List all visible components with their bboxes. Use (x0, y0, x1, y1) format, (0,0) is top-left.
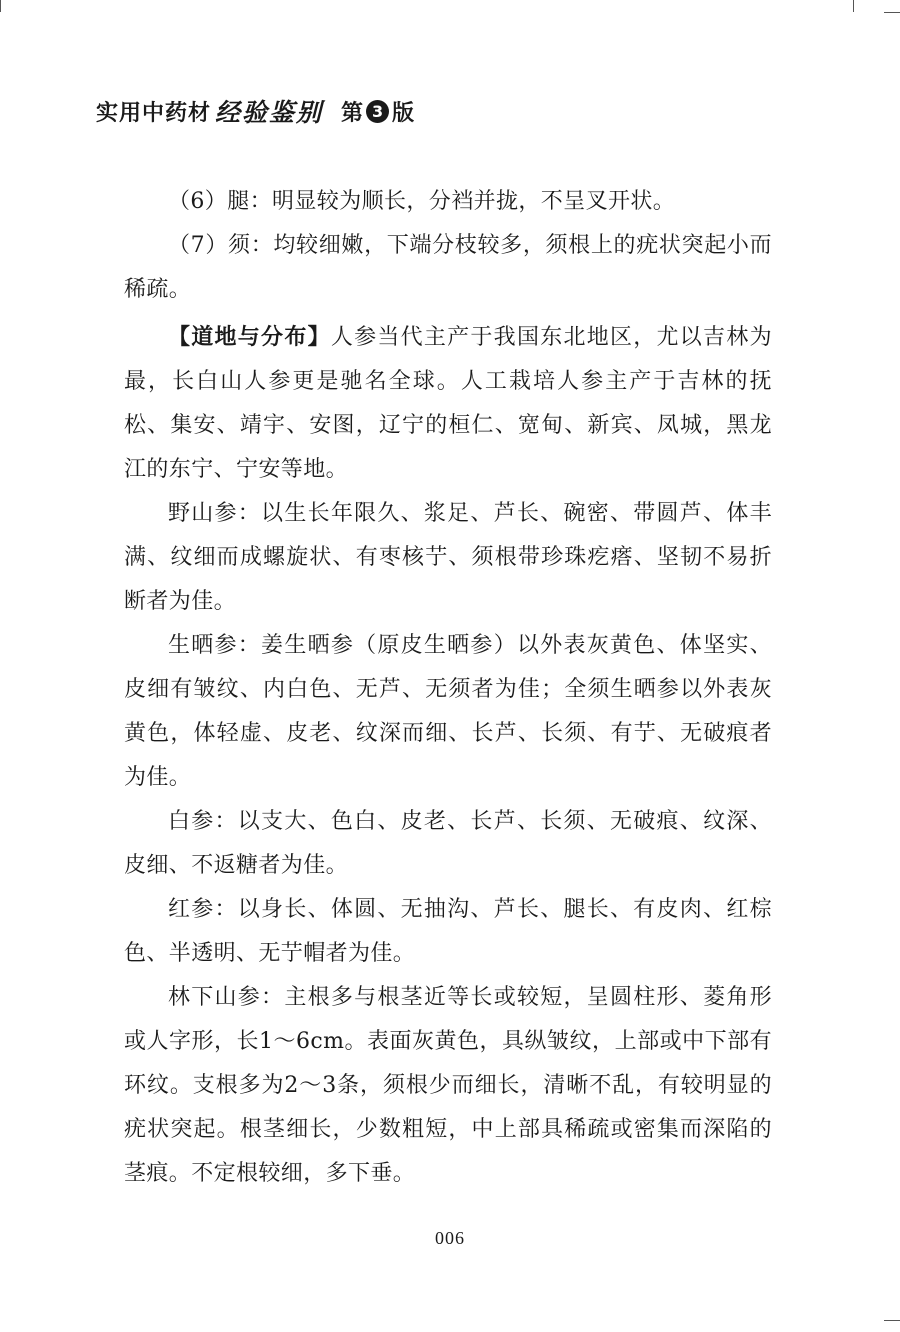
paragraph-white-ginseng (124, 800, 772, 888)
section-heading: 【道地与分布】 (168, 325, 331, 350)
paragraph-text: 白参：以支大、色白、皮老、长芦、长须、无破痕、纹深、皮细、不返糖者为佳。 (124, 809, 772, 878)
paragraph-forest-ginseng (124, 976, 772, 1196)
running-header (96, 93, 414, 129)
header-edition (341, 96, 414, 127)
paragraph-origin-distribution (124, 316, 772, 492)
edition-prefix: 第 (341, 100, 364, 126)
header-book-title: 实用中药材 (96, 100, 212, 126)
paragraph-legs (124, 180, 772, 224)
paragraph-wild-ginseng (124, 492, 772, 624)
edition-suffix: 版 (392, 100, 415, 126)
paragraph-text: （7）须：均较细嫩，下端分枝较多，须根上的疣状突起小而稀疏。 (124, 233, 772, 302)
paragraph-whiskers (124, 224, 772, 312)
paragraph-text: 生晒参：姜生晒参（原皮生晒参）以外表灰黄色、体坚实、皮细有皱纹、内白色、无芦、无须者为佳；全须生晒参以外表灰黄色，体轻虚、皮老、纹深而细、长芦、长须、有艼、无破痕者为佳。 (124, 633, 772, 790)
edition-number-badge: 3 (366, 100, 389, 123)
crop-mark-top-center (853, 0, 854, 12)
paragraph-text: 野山参：以生长年限久、浆足、芦长、碗密、带圆芦、体丰满、纹细而成螺旋状、有枣核艼、须根带珍珠疙瘩、坚韧不易折断者为佳。 (124, 501, 772, 614)
paragraph-text: 红参：以身长、体圆、无抽沟、芦长、腿长、有皮肉、红棕色、半透明、无艼帽者为佳。 (124, 897, 772, 966)
paragraph-text: 人参当代主产于我国东北地区，尤以吉林为最，长白山人参更是驰名全球。人工栽培人参主产于吉林的抚松、集安、靖宇、安图，辽宁的桓仁、宽甸、新宾、凤城，黑龙江的东宁、宁安等地。 (124, 325, 772, 482)
crop-mark-top-left (0, 0, 1, 12)
paragraph-text: 林下山参：主根多与根茎近等长或较短，呈圆柱形、菱角形或人字形，长1～6cm。表面灰黄色，具纵皱纹，上部或中下部有环纹。支根多为2～3条，须根少而细长，清晰不乱，有较明显的疣状突起。根茎细长，少数粗短，中上部具稀疏或密集而深陷的茎痕。不定根较细，多下垂。 (124, 985, 772, 1186)
header-calligraphy-title: 经验鉴别 (215, 98, 324, 127)
body-text (124, 180, 772, 1196)
crop-mark-top-right (884, 12, 900, 13)
paragraph-red-ginseng (124, 888, 772, 976)
page-number: 006 (435, 1228, 465, 1248)
paragraph-text: （6）腿：明显较为顺长，分裆并拢，不呈叉开状。 (168, 189, 676, 214)
crop-mark-bottom-right (884, 1320, 900, 1321)
paragraph-sun-dried-ginseng (124, 624, 772, 800)
